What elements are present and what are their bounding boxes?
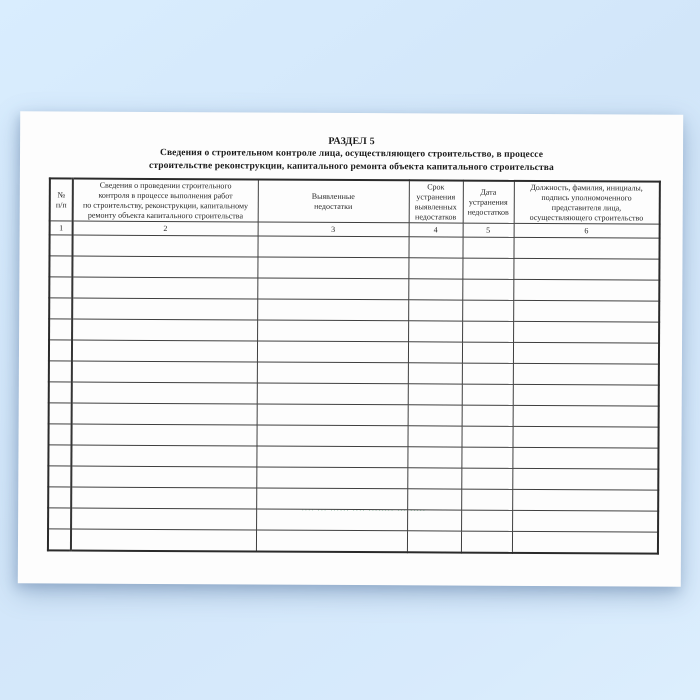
document-page [18, 111, 683, 586]
table-cell [512, 468, 658, 490]
table-cell [462, 258, 513, 279]
column-number-2: 2 [73, 221, 258, 236]
table-cell [407, 531, 461, 553]
table-cell [257, 320, 408, 342]
table-cell [71, 487, 256, 509]
table-cell [408, 258, 462, 279]
table-cell [461, 489, 512, 510]
table-cell [72, 361, 257, 383]
table-cell [48, 529, 71, 551]
table-body [48, 235, 660, 554]
column-header-fix-date: Дата устранения недостатков [463, 181, 514, 224]
document-header [20, 133, 683, 174]
column-header-control-info: Сведения о проведении строительного контроля в процессе выполнения работ по строительству, реконструкции, капитальному ремонту объекта капитального строительства [73, 179, 258, 222]
column-number-5: 5 [463, 223, 514, 237]
table-row [48, 529, 658, 554]
table-cell [408, 237, 462, 258]
table-cell [49, 256, 72, 277]
table-cell [462, 237, 513, 258]
table-cell [71, 445, 256, 467]
table-cell [49, 382, 72, 403]
site-watermark: ···· ··· ······ ···· ········ ··· ····· [301, 507, 427, 515]
table-cell [407, 426, 461, 447]
column-number-1: 1 [50, 221, 73, 235]
table-cell [257, 341, 408, 363]
table-cell [48, 445, 71, 466]
table-cell [462, 321, 513, 342]
table-cell [512, 426, 658, 448]
table-cell [72, 256, 257, 278]
section-title: РАЗДЕЛ 5 [328, 135, 375, 148]
table-cell [72, 403, 257, 425]
table-cell [49, 277, 72, 298]
table-cell [71, 466, 256, 488]
table-cell [408, 363, 462, 384]
column-number-4: 4 [409, 223, 463, 237]
table-cell [512, 531, 658, 553]
table-cell [408, 342, 462, 363]
table-cell [408, 321, 462, 342]
table-cell [513, 300, 659, 322]
table-cell [461, 426, 512, 447]
table-cell [71, 424, 256, 446]
table-cell [49, 403, 72, 424]
table-cell [408, 300, 462, 321]
table-cell [513, 237, 659, 259]
table-cell [48, 508, 71, 529]
table-cell [72, 319, 257, 341]
table-cell [408, 405, 462, 426]
table-cell [512, 510, 658, 532]
table-cell [72, 298, 257, 320]
table-header-row [50, 178, 660, 224]
document-subtitle-line-1: Сведения о строительном контроле лица, осуществляющего строительство, в процессе [159, 147, 544, 161]
table-cell [257, 362, 408, 384]
table-cell [48, 487, 71, 508]
table-cell [257, 383, 408, 405]
table-cell [48, 424, 71, 445]
column-header-defects: Выявленные недостатки [258, 180, 409, 223]
table-cell [256, 446, 407, 468]
table-cell [72, 235, 257, 257]
column-number-3: 3 [258, 222, 409, 237]
table-cell [256, 488, 407, 510]
table-cell [256, 530, 407, 552]
column-header-number: № п/п [50, 178, 73, 221]
table-cell [49, 340, 72, 361]
construction-control-table [47, 177, 661, 554]
table-cell [513, 321, 659, 343]
table-cell [462, 300, 513, 321]
table-cell [461, 447, 512, 468]
table-cell [49, 319, 72, 340]
table-cell [462, 279, 513, 300]
table-cell [257, 236, 408, 258]
table-cell [72, 340, 257, 362]
table-cell [513, 279, 659, 301]
table-cell [257, 299, 408, 321]
table-cell [49, 235, 72, 256]
table-cell [49, 361, 72, 382]
table-cell [257, 278, 408, 300]
table-cell [512, 447, 658, 469]
table-cell [48, 466, 71, 487]
document-subtitle-line-2: строительстве реконструкции, капитального ремонта объекта капитального строительства [148, 160, 554, 173]
table-cell [257, 257, 408, 279]
column-header-signature: Должность, фамилия, инициалы, подпись уполномоченного представителя лица, осуществляющего строительство [514, 181, 660, 224]
table-cell [408, 279, 462, 300]
table-cell [462, 342, 513, 363]
table-cell [256, 425, 407, 447]
table-cell [71, 529, 256, 551]
table-cell [461, 531, 512, 553]
table-cell [72, 277, 257, 299]
table-cell [462, 384, 513, 405]
table-cell [407, 489, 461, 510]
table-cell [513, 258, 659, 280]
table-cell [513, 384, 659, 406]
table-cell [407, 447, 461, 468]
table-cell [462, 405, 513, 426]
table-cell [513, 342, 659, 364]
table-cell [512, 489, 658, 511]
table-cell [71, 508, 256, 530]
table-cell [462, 363, 513, 384]
table-cell [256, 467, 407, 489]
table-cell [461, 510, 512, 531]
table-cell [72, 382, 257, 404]
table-cell [407, 468, 461, 489]
table-cell [513, 363, 659, 385]
table-cell [408, 384, 462, 405]
table-cell [513, 405, 659, 427]
table-cell [49, 298, 72, 319]
table-cell [257, 404, 408, 426]
column-number-6: 6 [514, 223, 660, 238]
column-header-deadline: Срок устранения выявленных недостатков [409, 180, 463, 223]
table-cell [461, 468, 512, 489]
